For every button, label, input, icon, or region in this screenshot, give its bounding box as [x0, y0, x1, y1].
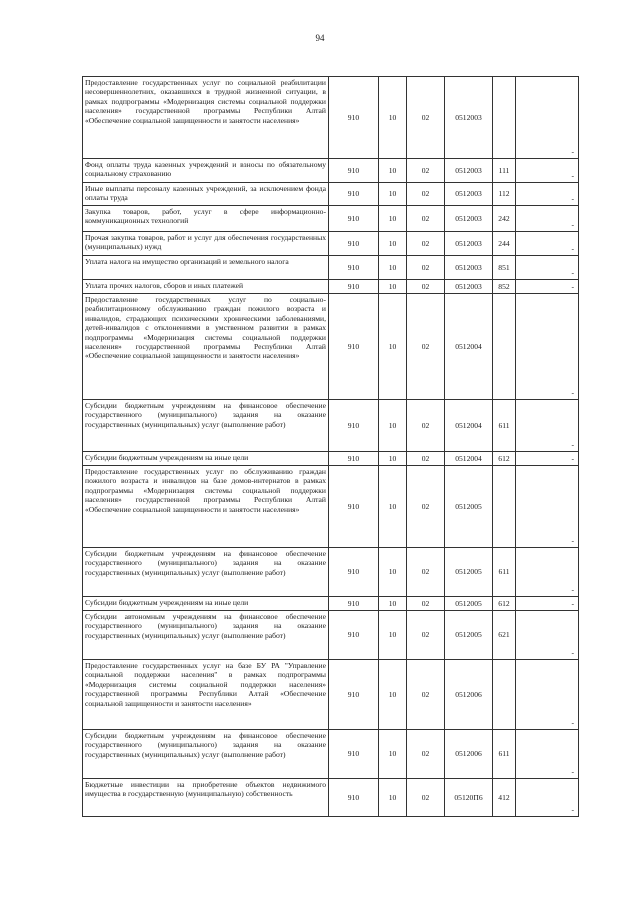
- ministry-code: 910: [329, 611, 379, 660]
- row-description: Предоставление государственных услуг по социальной реабилитации несовершеннолетних, оказавшихся в трудной жизненной ситуации, в рамках подпрограммы «Модернизация системы социальной поддержки населения» государственной программы Республики Алтай «Обеспечение социальной защищенности и занятости населения»: [83, 77, 329, 159]
- subsection-code: 02: [407, 206, 445, 232]
- expense-type-code: 852: [493, 280, 516, 294]
- target-code: 0512003: [445, 232, 493, 256]
- subsection-code: 02: [407, 660, 445, 730]
- row-description: Субсидии бюджетным учреждениям на финансовое обеспечение государственного (муниципального) задания на оказание государственных (муниципальных) услуг (выполнение работ): [83, 730, 329, 779]
- target-code: 0512005: [445, 466, 493, 548]
- amount-cell: -: [516, 232, 579, 256]
- section-code: 10: [379, 400, 407, 452]
- target-code: 0512004: [445, 294, 493, 400]
- ministry-code: 910: [329, 159, 379, 183]
- table-row: [83, 400, 579, 452]
- amount-cell: -: [516, 206, 579, 232]
- ministry-code: 910: [329, 452, 379, 466]
- expense-type-code: [493, 660, 516, 730]
- expense-type-code: 412: [493, 779, 516, 817]
- target-code: 0512003: [445, 183, 493, 206]
- amount-cell: -: [516, 294, 579, 400]
- expense-type-code: 612: [493, 452, 516, 466]
- ministry-code: 910: [329, 232, 379, 256]
- ministry-code: 910: [329, 77, 379, 159]
- ministry-code: 910: [329, 280, 379, 294]
- section-code: 10: [379, 294, 407, 400]
- row-description: Фонд оплаты труда казенных учреждений и взносы по обязательному социальному страхованию: [83, 159, 329, 183]
- target-code: 0512003: [445, 159, 493, 183]
- row-description: Бюджетные инвестиции на приобретение объектов недвижимого имущества в государственную (муниципальную) собственность: [83, 779, 329, 817]
- section-code: 10: [379, 256, 407, 280]
- expense-type-code: [493, 77, 516, 159]
- table-row: [83, 183, 579, 206]
- table-row: [83, 730, 579, 779]
- target-code: 0512005: [445, 611, 493, 660]
- section-code: 10: [379, 779, 407, 817]
- row-description: Предоставление государственных услуг по социально-реабилитационному обслуживанию граждан пожилого возраста и инвалидов, страдающих психическими хроническими заболеваниями, детей-инвалидов с отклонениями в умственном развитии в рамках подпрограммы «Модернизация системы социальной поддержки населения» государственной программы Республики Алтай «Обеспечение социальной защищенности и занятости населения»: [83, 294, 329, 400]
- row-description: Субсидии бюджетным учреждениям на финансовое обеспечение государственного (муниципального) задания на оказание государственных (муниципальных) услуг (выполнение работ): [83, 548, 329, 597]
- subsection-code: 02: [407, 183, 445, 206]
- expense-type-code: 851: [493, 256, 516, 280]
- expense-type-code: 244: [493, 232, 516, 256]
- subsection-code: 02: [407, 159, 445, 183]
- target-code: 0512003: [445, 256, 493, 280]
- table-row: [83, 452, 579, 466]
- section-code: 10: [379, 280, 407, 294]
- subsection-code: 02: [407, 256, 445, 280]
- row-description: Закупка товаров, работ, услуг в сфере информационно-коммуникационных технологий: [83, 206, 329, 232]
- expense-type-code: 611: [493, 400, 516, 452]
- target-code: 0512003: [445, 280, 493, 294]
- amount-cell: -: [516, 466, 579, 548]
- amount-cell: -: [516, 548, 579, 597]
- subsection-code: 02: [407, 452, 445, 466]
- amount-cell: -: [516, 77, 579, 159]
- amount-cell: -: [516, 730, 579, 779]
- row-description: Субсидии бюджетным учреждениям на иные цели: [83, 597, 329, 611]
- target-code: 0512005: [445, 597, 493, 611]
- row-description: Прочая закупка товаров, работ и услуг для обеспечения государственных (муниципальных) нужд: [83, 232, 329, 256]
- ministry-code: 910: [329, 660, 379, 730]
- expense-type-code: 612: [493, 597, 516, 611]
- target-code: 0512005: [445, 548, 493, 597]
- subsection-code: 02: [407, 294, 445, 400]
- amount-cell: -: [516, 400, 579, 452]
- subsection-code: 02: [407, 400, 445, 452]
- expense-type-code: 111: [493, 159, 516, 183]
- expense-type-code: 611: [493, 730, 516, 779]
- section-code: 10: [379, 232, 407, 256]
- row-description: Предоставление государственных услуг по обслуживанию граждан пожилого возраста и инвалидов на базе домов-интернатов в рамках подпрограммы «Модернизация системы социальной поддержки населения» государственной программы Республики Алтай «Обеспечение социальной защищенности и занятости населения»: [83, 466, 329, 548]
- row-description: Предоставление государственных услуг на базе БУ РА "Управление социальной поддержки населения" в рамках подпрограммы «Модернизация системы социальной поддержки населения» государственной программы Республики Алтай «Обеспечение социальной защищенности и занятости населения»: [83, 660, 329, 730]
- row-description: Уплата налога на имущество организаций и земельного налога: [83, 256, 329, 280]
- expense-type-code: 621: [493, 611, 516, 660]
- row-description: Субсидии бюджетным учреждениям на финансовое обеспечение государственного (муниципального) задания на оказание государственных (муниципальных) услуг (выполнение работ): [83, 400, 329, 452]
- table-row: [83, 256, 579, 280]
- table-row: [83, 77, 579, 159]
- amount-cell: -: [516, 660, 579, 730]
- ministry-code: 910: [329, 466, 379, 548]
- target-code: 0512003: [445, 206, 493, 232]
- section-code: 10: [379, 660, 407, 730]
- table-row: [83, 660, 579, 730]
- section-code: 10: [379, 597, 407, 611]
- target-code: 0512004: [445, 452, 493, 466]
- amount-cell: -: [516, 597, 579, 611]
- table-row: [83, 159, 579, 183]
- subsection-code: 02: [407, 779, 445, 817]
- ministry-code: 910: [329, 779, 379, 817]
- expense-type-code: [493, 294, 516, 400]
- section-code: 10: [379, 466, 407, 548]
- table-row: [83, 597, 579, 611]
- ministry-code: 910: [329, 183, 379, 206]
- table-row: [83, 779, 579, 817]
- ministry-code: 910: [329, 256, 379, 280]
- target-code: 05120П6: [445, 779, 493, 817]
- section-code: 10: [379, 206, 407, 232]
- row-description: Уплата прочих налогов, сборов и иных платежей: [83, 280, 329, 294]
- table-row: [83, 206, 579, 232]
- ministry-code: 910: [329, 597, 379, 611]
- table-row: [83, 232, 579, 256]
- table-row: [83, 611, 579, 660]
- amount-cell: -: [516, 159, 579, 183]
- amount-cell: -: [516, 280, 579, 294]
- target-code: 0512006: [445, 660, 493, 730]
- ministry-code: 910: [329, 400, 379, 452]
- budget-table: [82, 76, 579, 817]
- ministry-code: 910: [329, 730, 379, 779]
- row-description: Субсидии автономным учреждениям на финансовое обеспечение государственного (муниципального) задания на оказание государственных (муниципальных) услуг (выполнение работ): [83, 611, 329, 660]
- expense-type-code: 611: [493, 548, 516, 597]
- page-number: 94: [315, 33, 325, 43]
- section-code: 10: [379, 730, 407, 779]
- table-row: [83, 280, 579, 294]
- ministry-code: 910: [329, 548, 379, 597]
- target-code: 0512003: [445, 77, 493, 159]
- row-description: Субсидии бюджетным учреждениям на иные цели: [83, 452, 329, 466]
- expense-type-code: 242: [493, 206, 516, 232]
- subsection-code: 02: [407, 597, 445, 611]
- subsection-code: 02: [407, 730, 445, 779]
- target-code: 0512006: [445, 730, 493, 779]
- section-code: 10: [379, 77, 407, 159]
- ministry-code: 910: [329, 294, 379, 400]
- expense-type-code: [493, 466, 516, 548]
- section-code: 10: [379, 159, 407, 183]
- amount-cell: -: [516, 452, 579, 466]
- table-row: [83, 466, 579, 548]
- subsection-code: 02: [407, 611, 445, 660]
- section-code: 10: [379, 611, 407, 660]
- subsection-code: 02: [407, 466, 445, 548]
- amount-cell: -: [516, 183, 579, 206]
- section-code: 10: [379, 452, 407, 466]
- section-code: 10: [379, 548, 407, 597]
- amount-cell: -: [516, 611, 579, 660]
- ministry-code: 910: [329, 206, 379, 232]
- target-code: 0512004: [445, 400, 493, 452]
- table-row: [83, 548, 579, 597]
- row-description: Иные выплаты персоналу казенных учреждений, за исключением фонда оплаты труда: [83, 183, 329, 206]
- subsection-code: 02: [407, 548, 445, 597]
- table-row: [83, 294, 579, 400]
- subsection-code: 02: [407, 232, 445, 256]
- subsection-code: 02: [407, 77, 445, 159]
- section-code: 10: [379, 183, 407, 206]
- amount-cell: -: [516, 256, 579, 280]
- subsection-code: 02: [407, 280, 445, 294]
- expense-type-code: 112: [493, 183, 516, 206]
- amount-cell: -: [516, 779, 579, 817]
